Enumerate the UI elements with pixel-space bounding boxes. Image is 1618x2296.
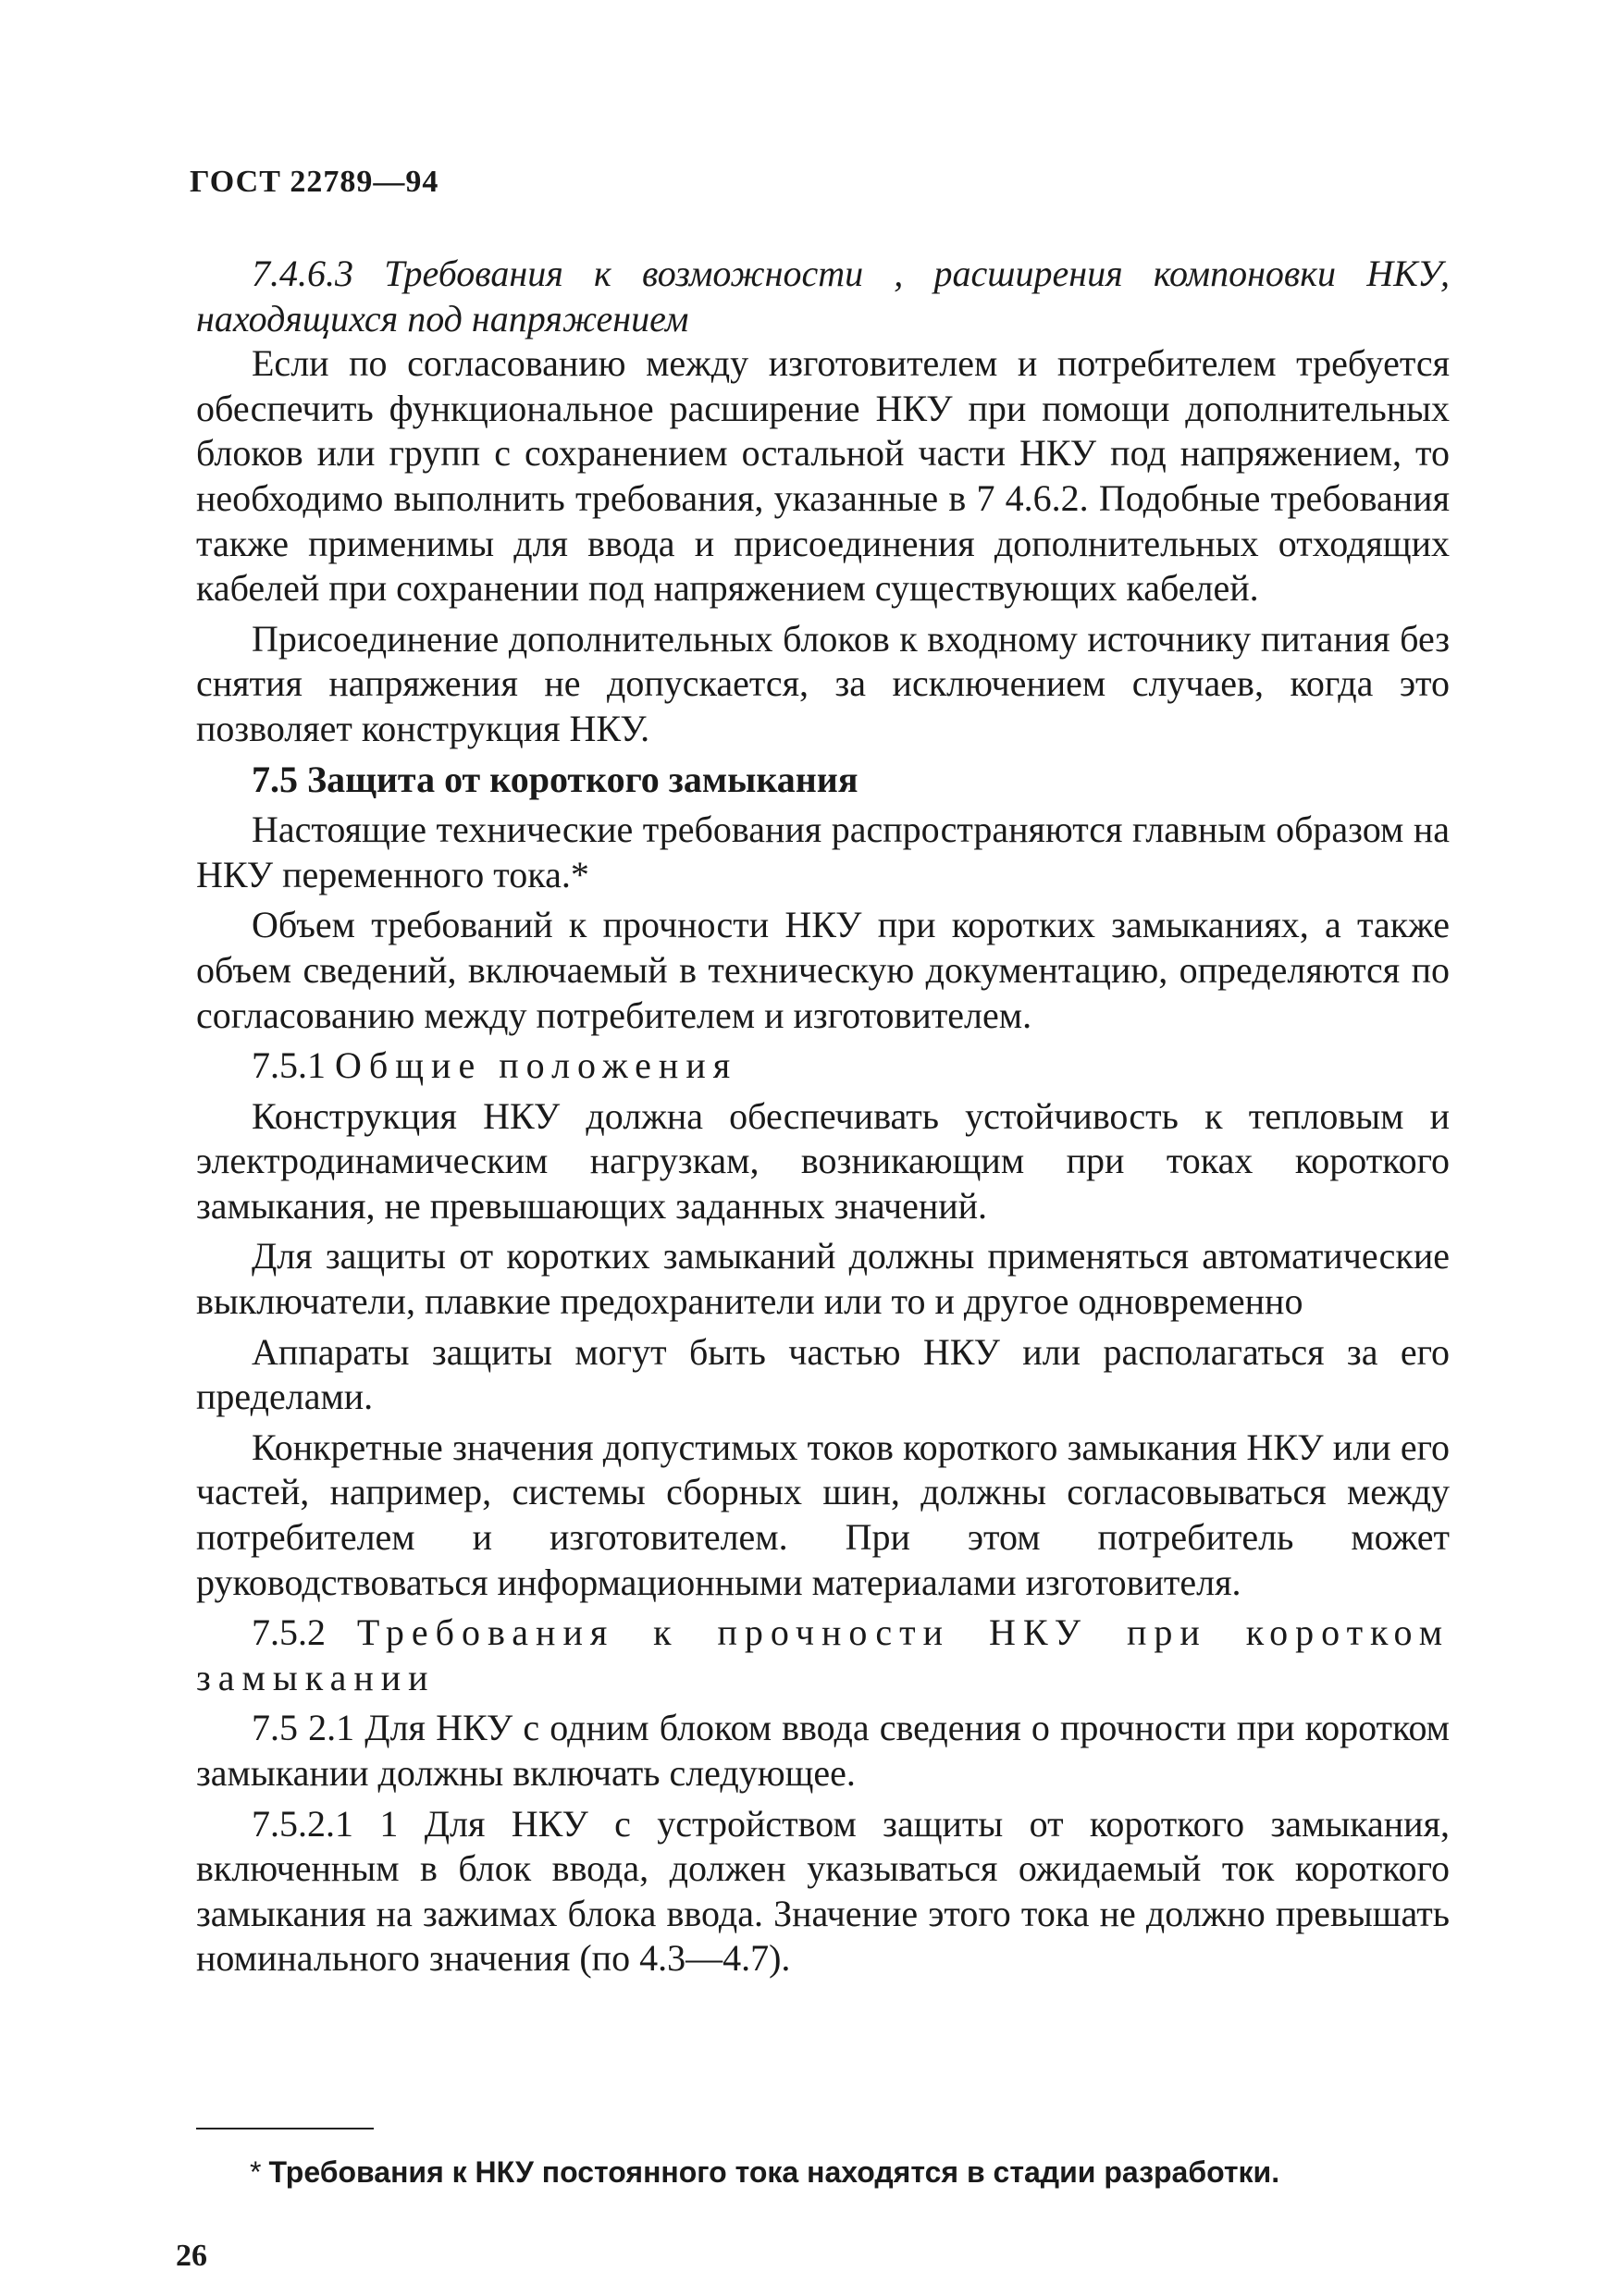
section-heading-7-4-6-3: 7.4.6.3 Требования к возможности , расширения компоновки НКУ, находящихся под напряжением [196, 253, 1450, 339]
body-text [196, 252, 1450, 1987]
page-number: 26 [176, 2239, 207, 2273]
paragraph: Объем требований к прочности НКУ при коротких замыканиях, а также объем сведений, включаемый в техническую документацию, определяются по согласованию между потребителем и изготовителем. [196, 904, 1450, 1036]
section-heading-7-5-2 [196, 1611, 1450, 1700]
paragraph: Для защиты от коротких замыканий должны применяться автоматические выключатели, плавкие предохранители или то и другое одновременно [196, 1235, 1450, 1323]
paragraph: Настоящие технические требования распространяются главным образом на НКУ переменного тока.* [196, 809, 1450, 895]
section-number: 7.5.1 [252, 1044, 326, 1087]
paragraph: Присоединение дополнительных блоков к входному источнику питания без снятия напряжения не допускается, за исключением случаев, когда это позволяет конструкция НКУ. [196, 617, 1450, 749]
section-heading-7-5-1 [196, 1043, 1450, 1089]
footnote-text: Требования к НКУ постоянного тока находятся в стадии разработки. [268, 2155, 1280, 2189]
section-title: Требования к прочности НКУ при коротком замыкании [196, 1611, 1451, 1698]
document-header: ГОСТ 22789—94 [190, 165, 439, 199]
paragraph: Если по согласованию между изготовителем и потребителем требуется обеспечить функциональное расширение НКУ при помощи дополнительных блоков или групп с сохранением остальной части НКУ под напряжением, то необходимо выполнить требования, указанные в 7 4.6.2. Подобные требования также применимы для ввода и присоединения дополнительных отходящих кабелей при сохранении под напряжением существующих кабелей. [196, 342, 1450, 610]
section-heading-7-5: 7.5 Защита от короткого замыкания [252, 758, 858, 800]
footnote [250, 2155, 1279, 2190]
section-number: 7.5.2 [252, 1611, 326, 1654]
footnote-mark: * [250, 2155, 262, 2189]
paragraph: 7.5.2.1 1 Для НКУ с устройством защиты от короткого замыкания, включенным в блок ввода, должен указываться ожидаемый ток короткого замыкания на зажимах блока ввода. Значение этого тока не должно превышать номинального значения (по 4.3—4.7). [196, 1802, 1450, 1980]
paragraph: 7.5 2.1 Для НКУ с одним блоком ввода сведения о прочности при коротком замыкании должны включать следующее. [196, 1707, 1450, 1794]
footnote-divider [196, 2128, 374, 2129]
paragraph: Аппараты защиты могут быть частью НКУ или располагаться за его пределами. [196, 1330, 1450, 1418]
paragraph: Конкретные значения допустимых токов короткого замыкания НКУ или его частей, например, системы сборных шин, должны согласовываться между потребителем и изготовителем. При этом потребитель может руководствоваться информационными материалами изготовителя. [196, 1426, 1450, 1603]
section-title: Общие положения [335, 1044, 738, 1087]
paragraph: Конструкция НКУ должна обеспечивать устойчивость к тепловым и электродинамическим нагрузкам, возникающим при токах короткого замыкания, не превышающих заданных значений. [196, 1094, 1450, 1227]
